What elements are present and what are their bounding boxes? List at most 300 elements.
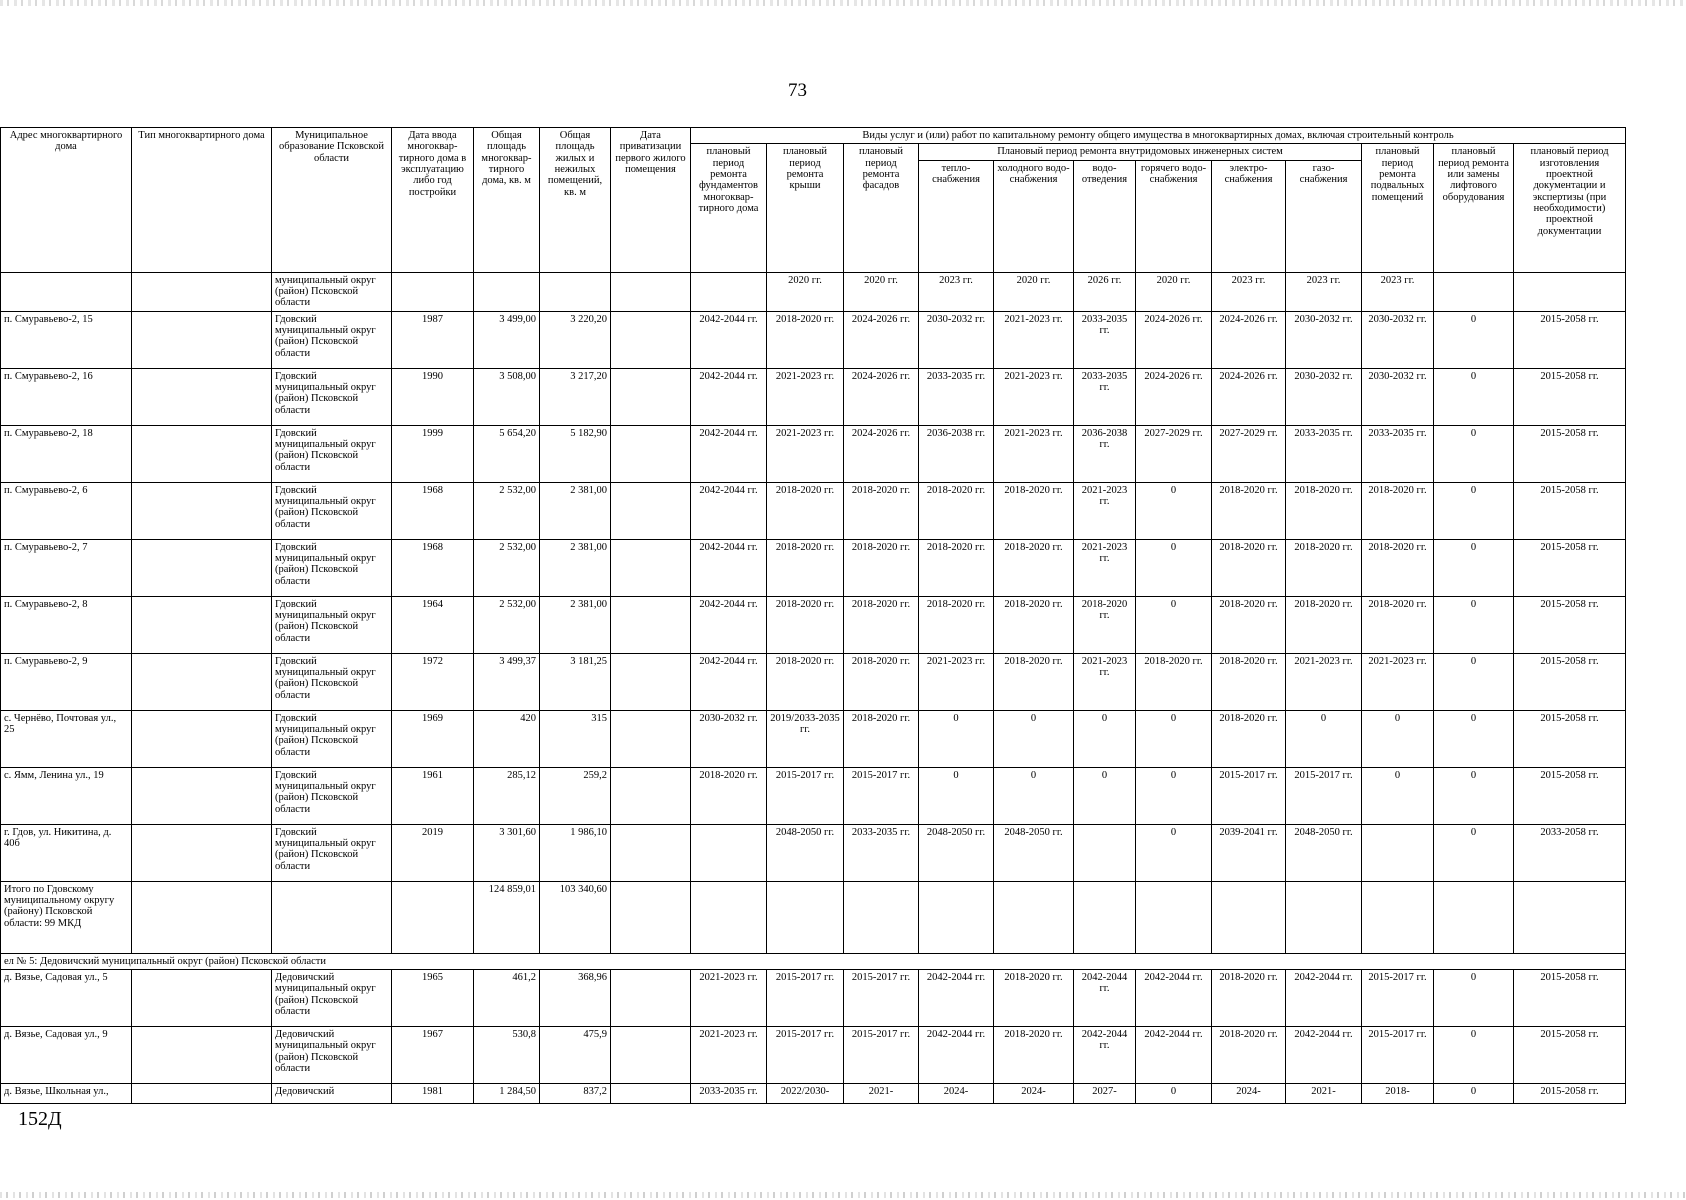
header-roof: плановый период ремонта крыши [767,144,844,272]
cell-gas: 2030-2032 гг. [1286,311,1362,368]
continuation-row [1,272,1626,311]
header-electricity: электро-снабжения [1212,160,1286,272]
cell-basement: 0 [1362,710,1434,767]
cell-electricity: 2018-2020 гг. [1212,482,1286,539]
cell-total-area: 530,8 [474,1026,540,1083]
cell-total-area: 5 654,20 [474,425,540,482]
cell-gas: 2023 гг. [1286,272,1362,311]
cell-heating: 2030-2032 гг. [919,311,994,368]
cell-type [132,1026,272,1083]
cell-elevator: 0 [1434,368,1514,425]
cell-design: 2015-2058 гг. [1514,311,1626,368]
cell-design: 2015-2058 гг. [1514,596,1626,653]
cell-facade: 2018-2020 гг. [844,482,919,539]
cell-heating: 2042-2044 гг. [919,1026,994,1083]
cell-electricity: 2039-2041 гг. [1212,824,1286,881]
cell-gas: 2048-2050 гг. [1286,824,1362,881]
header-total-area: Общая площадь многоквар-тирного дома, кв. м [474,128,540,273]
header-cold-water: холодного водо-снабжения [994,160,1074,272]
header-hot-water: горячего водо-снабжения [1136,160,1212,272]
header-address: Адрес многоквартирного дома [1,128,132,273]
cell-facade: 2018-2020 гг. [844,539,919,596]
section-title: ел № 5: Дедовичский муниципальный округ (район) Псковской области [1,953,1626,969]
cell-year: 1968 [392,539,474,596]
table-row [1,596,1626,653]
cell-municipality: Гдовский муниципальный округ (район) Псковской области [272,824,392,881]
last-partial-row [1,1083,1626,1103]
cell-address [1,272,132,311]
cell-basement: 2033-2035 гг. [1362,425,1434,482]
cell-hot-water: 2018-2020 гг. [1136,653,1212,710]
cell-design: 2015-2058 гг. [1514,1083,1626,1103]
cell-type [132,653,272,710]
cell-basement: 2021-2023 гг. [1362,653,1434,710]
cell-foundation: 2021-2023 гг. [691,1026,767,1083]
cell-sewage [1074,824,1136,881]
living-area-sum: 103 340,60 [540,881,611,953]
cell-elevator: 0 [1434,311,1514,368]
cell-design: 2015-2058 гг. [1514,767,1626,824]
cell-elevator: 0 [1434,653,1514,710]
cell-municipality [272,881,392,953]
header-municipality: Муниципальное образование Псковской области [272,128,392,273]
cell-elevator: 0 [1434,710,1514,767]
cell-basement: 2018-2020 гг. [1362,539,1434,596]
cell-hot-water: 0 [1136,767,1212,824]
cell-cold-water: 2021-2023 гг. [994,368,1074,425]
cell-basement: 0 [1362,767,1434,824]
cell-basement: 2018- [1362,1083,1434,1103]
cell-hot-water: 0 [1136,539,1212,596]
cell-year: 1972 [392,653,474,710]
total-area-sum: 124 859,01 [474,881,540,953]
cell-address: п. Смуравьево-2, 7 [1,539,132,596]
cell-electricity: 2023 гг. [1212,272,1286,311]
cell-foundation [691,824,767,881]
cell-basement: 2030-2032 гг. [1362,311,1434,368]
table-row [1,311,1626,368]
cell-elevator [1434,272,1514,311]
cell-privatization [611,969,691,1026]
cell-municipality: Гдовский муниципальный округ (район) Псковской области [272,539,392,596]
cell-electricity: 2018-2020 гг. [1212,653,1286,710]
cell-municipality: Гдовский муниципальный округ (район) Псковской области [272,767,392,824]
cell-cold-water: 2024- [994,1083,1074,1103]
header-heating: тепло-снабжения [919,160,994,272]
cell-year: 1969 [392,710,474,767]
cell-electricity: 2018-2020 гг. [1212,539,1286,596]
cell-hot-water: 0 [1136,596,1212,653]
cell-address: д. Вязье, Школьная ул., [1,1083,132,1103]
cell-facade: 2024-2026 гг. [844,368,919,425]
cell-cold-water: 2018-2020 гг. [994,596,1074,653]
cell-foundation: 2033-2035 гг. [691,1083,767,1103]
cell-total-area: 2 532,00 [474,596,540,653]
cell-cold-water: 2018-2020 гг. [994,482,1074,539]
cell-roof: 2019/2033-2035 гг. [767,710,844,767]
cell-sewage: 0 [1074,767,1136,824]
cell-design: 2015-2058 гг. [1514,653,1626,710]
cell-total-area: 3 508,00 [474,368,540,425]
cell-heating: 2023 гг. [919,272,994,311]
cell-year [392,272,474,311]
cell-total-area: 461,2 [474,969,540,1026]
cell-hot-water: 2042-2044 гг. [1136,969,1212,1026]
cell-living-area: 2 381,00 [540,482,611,539]
cell-total-area: 2 532,00 [474,539,540,596]
cell-facade: 2024-2026 гг. [844,425,919,482]
cell-gas: 2033-2035 гг. [1286,425,1362,482]
cell-address: д. Вязье, Садовая ул., 9 [1,1026,132,1083]
cell-elevator: 0 [1434,596,1514,653]
header-privatization-date: Дата приватизации первого жилого помещения [611,128,691,273]
cell-foundation: 2021-2023 гг. [691,969,767,1026]
cell-municipality: Дедовичский [272,1083,392,1103]
cell-basement: 2030-2032 гг. [1362,368,1434,425]
cell-gas: 2018-2020 гг. [1286,482,1362,539]
cell-type [132,539,272,596]
cell-basement: 2015-2017 гг. [1362,1026,1434,1083]
cell-year: 1987 [392,311,474,368]
table-row [1,767,1626,824]
cell-hot-water: 2024-2026 гг. [1136,368,1212,425]
cell-type [132,824,272,881]
cell-roof: 2048-2050 гг. [767,824,844,881]
cell-elevator: 0 [1434,969,1514,1026]
table-row [1,969,1626,1026]
header-basement: плановый период ремонта подвальных помещений [1362,144,1434,272]
document-code: 152Д [18,1108,62,1130]
cell-living-area: 3 220,20 [540,311,611,368]
header-engineering-group: Плановый период ремонта внутридомовых инженерных систем [919,144,1362,160]
cell-elevator: 0 [1434,767,1514,824]
cell-foundation: 2042-2044 гг. [691,368,767,425]
capital-repair-table [0,127,1626,1104]
cell-facade: 2018-2020 гг. [844,596,919,653]
cell-total-area: 285,12 [474,767,540,824]
cell-gas: 2042-2044 гг. [1286,1026,1362,1083]
cell-sewage: 2021-2023 гг. [1074,653,1136,710]
cell-address: с. Чернёво, Почтовая ул., 25 [1,710,132,767]
cell-address: д. Вязье, Садовая ул., 5 [1,969,132,1026]
cell-sewage: 2036-2038 гг. [1074,425,1136,482]
cell-heating: 0 [919,767,994,824]
cell-foundation: 2042-2044 гг. [691,539,767,596]
cell-sewage: 2042-2044 гг. [1074,969,1136,1026]
cell-roof: 2021-2023 гг. [767,368,844,425]
cell-hot-water: 2042-2044 гг. [1136,1026,1212,1083]
header-sewage: водо-отведения [1074,160,1136,272]
header-design-docs: плановый период изготовления проектной документации и экспертизы (при необходимости) проектной документации [1514,144,1626,272]
cell-roof: 2018-2020 гг. [767,653,844,710]
cell-sewage: 2021-2023 гг. [1074,539,1136,596]
cell-cold-water: 2018-2020 гг. [994,539,1074,596]
cell-sewage: 2033-2035 гг. [1074,368,1136,425]
cell-type [132,272,272,311]
cell-privatization [611,1026,691,1083]
cell-address: с. Ямм, Ленина ул., 19 [1,767,132,824]
dedovichi-rows [1,969,1626,1083]
cell-elevator: 0 [1434,1083,1514,1103]
cell-roof: 2018-2020 гг. [767,311,844,368]
cell-facade: 2015-2017 гг. [844,767,919,824]
cell-sewage: 2026 гг. [1074,272,1136,311]
cell-roof: 2018-2020 гг. [767,596,844,653]
cell-gas: 2018-2020 гг. [1286,539,1362,596]
cell-heating: 0 [919,710,994,767]
cell-facade: 2020 гг. [844,272,919,311]
cell-type [132,969,272,1026]
cell-year: 1965 [392,969,474,1026]
cell-design: 2015-2058 гг. [1514,368,1626,425]
cell-living-area: 475,9 [540,1026,611,1083]
cell-year: 1999 [392,425,474,482]
cell-address: п. Смуравьево-2, 6 [1,482,132,539]
header-works-group: Виды услуг и (или) работ по капитальному ремонту общего имущества в многоквартирных домах, включая строительный контроль [691,128,1626,144]
cell-gas: 2015-2017 гг. [1286,767,1362,824]
scan-edge-bottom [0,1192,1686,1198]
cell-sewage: 2027- [1074,1083,1136,1103]
cell-hot-water: 2020 гг. [1136,272,1212,311]
cell-gas: 2021- [1286,1083,1362,1103]
cell-foundation [691,272,767,311]
cell-living-area: 1 986,10 [540,824,611,881]
cell-total-area: 3 499,37 [474,653,540,710]
cell-privatization [611,482,691,539]
cell-type [132,881,272,953]
cell-facade: 2015-2017 гг. [844,969,919,1026]
scan-edge-top [0,0,1686,6]
cell-living-area: 2 381,00 [540,539,611,596]
table-row [1,1083,1626,1103]
table-body [1,272,1626,311]
cell-municipality: Дедовичский муниципальный округ (район) Псковской области [272,1026,392,1083]
cell-living-area: 315 [540,710,611,767]
cell-roof: 2015-2017 гг. [767,1026,844,1083]
cell-living-area: 5 182,90 [540,425,611,482]
cell-privatization [611,368,691,425]
cell-electricity: 2024-2026 гг. [1212,368,1286,425]
table-row [1,824,1626,881]
cell-heating: 2036-2038 гг. [919,425,994,482]
cell-sewage: 0 [1074,710,1136,767]
cell-privatization [611,710,691,767]
cell-year: 1964 [392,596,474,653]
cell-privatization [611,1083,691,1103]
cell-basement [1362,824,1434,881]
cell-cold-water: 0 [994,767,1074,824]
cell-facade: 2018-2020 гг. [844,653,919,710]
cell-privatization [611,824,691,881]
table-row [1,1026,1626,1083]
header-type: Тип многоквартирного дома [132,128,272,273]
cell-year: 2019 [392,824,474,881]
cell-roof: 2015-2017 гг. [767,969,844,1026]
cell-elevator: 0 [1434,539,1514,596]
cell-year: 1990 [392,368,474,425]
cell-foundation: 2018-2020 гг. [691,767,767,824]
cell-hot-water: 0 [1136,482,1212,539]
cell-type [132,767,272,824]
cell-facade: 2018-2020 гг. [844,710,919,767]
cell-electricity: 2015-2017 гг. [1212,767,1286,824]
cell-living-area: 837,2 [540,1083,611,1103]
cell-facade: 2024-2026 гг. [844,311,919,368]
cell-basement: 2018-2020 гг. [1362,596,1434,653]
cell-total-area [474,272,540,311]
header-commission-date: Дата ввода многоквар-тирного дома в эксплуатацию либо год постройки [392,128,474,273]
cell-type [132,596,272,653]
cell-design: 2015-2058 гг. [1514,969,1626,1026]
cell-total-area: 3 301,60 [474,824,540,881]
cell-roof: 2015-2017 гг. [767,767,844,824]
cell-year: 1968 [392,482,474,539]
cell-year: 1981 [392,1083,474,1103]
cell-cold-water: 2018-2020 гг. [994,653,1074,710]
cell-design: 2015-2058 гг. [1514,425,1626,482]
cell-address: п. Смуравьево-2, 9 [1,653,132,710]
cell-address: п. Смуравьево-2, 16 [1,368,132,425]
cell-heating: 2048-2050 гг. [919,824,994,881]
cell-privatization [611,653,691,710]
cell-elevator: 0 [1434,824,1514,881]
cell-municipality: Гдовский муниципальный округ (район) Псковской области [272,425,392,482]
table-row [1,710,1626,767]
cell-sewage: 2021-2023 гг. [1074,482,1136,539]
cell-living-area: 3 181,25 [540,653,611,710]
cell-heating: 2018-2020 гг. [919,539,994,596]
cell-address: г. Гдов, ул. Никитина, д. 40б [1,824,132,881]
cell-municipality: Гдовский муниципальный округ (район) Псковской области [272,596,392,653]
cell-privatization [611,272,691,311]
cell-gas: 2018-2020 гг. [1286,596,1362,653]
cell-hot-water: 2024-2026 гг. [1136,311,1212,368]
cell-elevator: 0 [1434,1026,1514,1083]
table-row [1,425,1626,482]
cell-heating: 2018-2020 гг. [919,596,994,653]
cell-municipality: Дедовичский муниципальный округ (район) Псковской области [272,969,392,1026]
section-row [1,953,1626,969]
cell-privatization [611,767,691,824]
cell-municipality: муниципальный округ (район) Псковской области [272,272,392,311]
cell-gas: 2030-2032 гг. [1286,368,1362,425]
cell-roof: 2018-2020 гг. [767,539,844,596]
cell-sewage: 2033-2035 гг. [1074,311,1136,368]
cell-foundation: 2042-2044 гг. [691,482,767,539]
cell-cold-water: 2048-2050 гг. [994,824,1074,881]
cell-electricity: 2024-2026 гг. [1212,311,1286,368]
cell-gas: 0 [1286,710,1362,767]
cell-design: 2015-2058 гг. [1514,1026,1626,1083]
cell-hot-water: 0 [1136,824,1212,881]
cell-design [1514,272,1626,311]
cell-electricity: 2024- [1212,1083,1286,1103]
gdov-rows [1,311,1626,881]
cell-cold-water: 0 [994,710,1074,767]
total-label: Итого по Гдовскому муниципальному округу (району) Псковской области: 99 МКД [1,881,132,953]
cell-type [132,710,272,767]
cell-type [132,1083,272,1103]
cell-electricity: 2018-2020 гг. [1212,710,1286,767]
cell-heating: 2033-2035 гг. [919,368,994,425]
cell-facade: 2015-2017 гг. [844,1026,919,1083]
cell-address: п. Смуравьево-2, 8 [1,596,132,653]
cell-municipality: Гдовский муниципальный округ (район) Псковской области [272,311,392,368]
cell-municipality: Гдовский муниципальный округ (район) Псковской области [272,653,392,710]
cell-living-area [540,272,611,311]
gdov-total [1,881,1626,969]
cell-cold-water: 2018-2020 гг. [994,1026,1074,1083]
table-row [1,368,1626,425]
cell-roof: 2020 гг. [767,272,844,311]
header-living-area: Общая площадь жилых и нежилых помещений, кв. м [540,128,611,273]
cell-privatization [611,425,691,482]
cell-foundation: 2042-2044 гг. [691,425,767,482]
cell-living-area: 3 217,20 [540,368,611,425]
cell-cold-water: 2020 гг. [994,272,1074,311]
cell-basement: 2023 гг. [1362,272,1434,311]
header-elevator: плановый период ремонта или замены лифтового оборудования [1434,144,1514,272]
cell-design: 2033-2058 гг. [1514,824,1626,881]
cell-foundation: 2042-2044 гг. [691,596,767,653]
cell-roof: 2018-2020 гг. [767,482,844,539]
cell-total-area: 1 284,50 [474,1083,540,1103]
table-row [1,539,1626,596]
cell-foundation: 2042-2044 гг. [691,311,767,368]
table-row [1,653,1626,710]
cell-type [132,425,272,482]
cell-sewage: 2018-2020 гг. [1074,596,1136,653]
cell-electricity: 2027-2029 гг. [1212,425,1286,482]
cell-electricity: 2018-2020 гг. [1212,969,1286,1026]
total-row [1,881,1626,953]
cell-cold-water: 2018-2020 гг. [994,969,1074,1026]
cell-address: п. Смуравьево-2, 15 [1,311,132,368]
cell-hot-water: 0 [1136,1083,1212,1103]
cell-basement: 2015-2017 гг. [1362,969,1434,1026]
cell-total-area: 420 [474,710,540,767]
cell-municipality: Гдовский муниципальный округ (район) Псковской области [272,368,392,425]
table-row [1,482,1626,539]
cell-heating: 2018-2020 гг. [919,482,994,539]
cell-address: п. Смуравьево-2, 18 [1,425,132,482]
cell-cold-water: 2021-2023 гг. [994,311,1074,368]
cell-hot-water: 2027-2029 гг. [1136,425,1212,482]
cell-type [132,311,272,368]
cell-year: 1961 [392,767,474,824]
cell-municipality: Гдовский муниципальный округ (район) Псковской области [272,710,392,767]
cell-living-area: 259,2 [540,767,611,824]
cell-electricity: 2018-2020 гг. [1212,596,1286,653]
cell-cold-water: 2021-2023 гг. [994,425,1074,482]
cell-foundation: 2042-2044 гг. [691,653,767,710]
cell-facade: 2021- [844,1083,919,1103]
cell-living-area: 368,96 [540,969,611,1026]
cell-privatization [611,311,691,368]
cell-gas: 2042-2044 гг. [1286,969,1362,1026]
cell-year: 1967 [392,1026,474,1083]
cell-privatization [611,539,691,596]
cell-heating: 2042-2044 гг. [919,969,994,1026]
cell-heating: 2021-2023 гг. [919,653,994,710]
cell-type [132,368,272,425]
cell-design: 2015-2058 гг. [1514,482,1626,539]
cell-basement: 2018-2020 гг. [1362,482,1434,539]
cell-design: 2015-2058 гг. [1514,710,1626,767]
cell-hot-water: 0 [1136,710,1212,767]
cell-elevator: 0 [1434,482,1514,539]
header-facade: плановый период ремонта фасадов [844,144,919,272]
